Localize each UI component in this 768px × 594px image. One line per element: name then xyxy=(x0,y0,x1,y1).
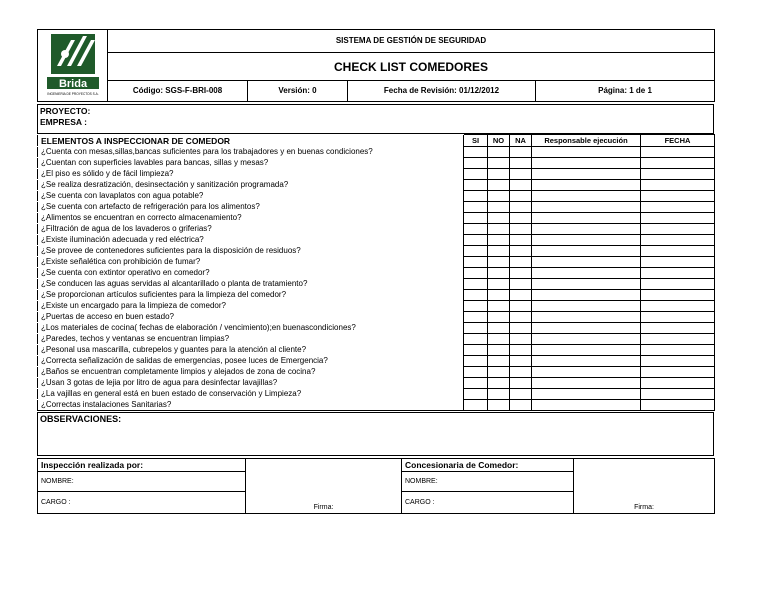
table-row xyxy=(38,323,715,334)
fecha-cell[interactable] xyxy=(641,158,715,169)
fecha-cell[interactable] xyxy=(641,246,715,257)
no-cell[interactable] xyxy=(488,257,510,268)
checklist-question: ¿Paredes, techos y ventanas se encuentran limpias? xyxy=(38,334,464,345)
concessionaire-signature[interactable] xyxy=(574,459,715,514)
responsable-cell[interactable] xyxy=(532,312,641,323)
fecha-cell[interactable] xyxy=(641,389,715,400)
fecha-cell[interactable] xyxy=(641,169,715,180)
system-title: SISTEMA DE GESTIÓN DE SEGURIDAD xyxy=(108,30,715,53)
table-row xyxy=(38,312,715,323)
fecha-cell[interactable] xyxy=(641,345,715,356)
svg-text:Brida: Brida xyxy=(58,78,87,90)
responsable-cell[interactable] xyxy=(532,389,641,400)
fecha-cell[interactable] xyxy=(641,202,715,213)
si-cell[interactable] xyxy=(464,202,488,213)
si-cell[interactable] xyxy=(464,367,488,378)
no-cell[interactable] xyxy=(488,367,510,378)
checklist-form xyxy=(37,29,714,514)
brida-logo-icon xyxy=(41,30,105,98)
checklist-question: ¿Pesonal usa mascarilla, cubrepelos y guantes para la atención al cliente? xyxy=(38,345,464,356)
si-cell[interactable] xyxy=(464,169,488,180)
no-cell[interactable] xyxy=(488,202,510,213)
document-code: Código: SGS-F-BRI-008 xyxy=(108,80,248,101)
na-cell[interactable] xyxy=(510,246,532,257)
table-row xyxy=(38,180,715,191)
na-cell[interactable] xyxy=(510,356,532,367)
responsable-cell[interactable] xyxy=(532,246,641,257)
na-cell[interactable] xyxy=(510,334,532,345)
fecha-cell[interactable] xyxy=(641,334,715,345)
signature-section xyxy=(37,458,715,514)
fecha-cell[interactable] xyxy=(641,213,715,224)
concessionaire-title: Concesionaria de Comedor: xyxy=(402,459,574,472)
si-cell[interactable] xyxy=(464,301,488,312)
si-cell[interactable] xyxy=(464,158,488,169)
responsable-cell[interactable] xyxy=(532,367,641,378)
checklist-question: ¿El piso es sólido y de fácil limpieza? xyxy=(38,169,464,180)
table-row xyxy=(38,279,715,290)
checklist-title: ELEMENTOS A INSPECCIONAR DE COMEDOR xyxy=(38,135,464,147)
no-cell[interactable] xyxy=(488,180,510,191)
inspector-role-field[interactable]: CARGO : xyxy=(38,492,246,514)
table-row xyxy=(38,257,715,268)
si-cell[interactable] xyxy=(464,290,488,301)
na-cell[interactable] xyxy=(510,235,532,246)
responsable-cell[interactable] xyxy=(532,158,641,169)
table-row xyxy=(38,378,715,389)
table-row xyxy=(38,224,715,235)
no-cell[interactable] xyxy=(488,213,510,224)
checklist-question: ¿Se cuenta con lavaplatos con agua potable? xyxy=(38,191,464,202)
si-cell[interactable] xyxy=(464,224,488,235)
si-cell[interactable] xyxy=(464,213,488,224)
no-cell[interactable] xyxy=(488,356,510,367)
fecha-cell[interactable] xyxy=(641,356,715,367)
no-cell[interactable] xyxy=(488,191,510,202)
no-cell[interactable] xyxy=(488,378,510,389)
fecha-cell[interactable] xyxy=(641,378,715,389)
table-row xyxy=(38,345,715,356)
table-row xyxy=(38,301,715,312)
si-cell[interactable] xyxy=(464,180,488,191)
na-cell[interactable] xyxy=(510,389,532,400)
checklist-question: ¿Existe un encargado para la limpieza de comedor? xyxy=(38,301,464,312)
page-number: Página: 1 de 1 xyxy=(536,80,715,101)
checklist-question: ¿Correctas instalaciones Sanitarias? xyxy=(38,400,464,411)
responsable-cell[interactable] xyxy=(532,400,641,411)
no-cell[interactable] xyxy=(488,224,510,235)
fecha-cell[interactable] xyxy=(641,367,715,378)
si-cell[interactable] xyxy=(464,378,488,389)
no-cell[interactable] xyxy=(488,345,510,356)
checklist-question: ¿Puertas de acceso en buen estado? xyxy=(38,312,464,323)
no-cell[interactable] xyxy=(488,169,510,180)
inspector-signature[interactable] xyxy=(246,459,402,514)
no-cell[interactable] xyxy=(488,301,510,312)
table-row xyxy=(38,367,715,378)
si-cell[interactable] xyxy=(464,389,488,400)
si-cell[interactable] xyxy=(464,323,488,334)
responsable-cell[interactable] xyxy=(532,213,641,224)
no-cell[interactable] xyxy=(488,400,510,411)
inspector-name-field[interactable]: NOMBRE: xyxy=(38,472,246,492)
si-cell[interactable] xyxy=(464,345,488,356)
table-row xyxy=(38,290,715,301)
checklist-question: ¿Correcta señalización de salidas de emergencias, posee luces de Emergencia? xyxy=(38,356,464,367)
responsable-cell[interactable] xyxy=(532,268,641,279)
na-cell[interactable] xyxy=(510,279,532,290)
checklist-question: ¿Se cuenta con extintor operativo en comedor? xyxy=(38,268,464,279)
si-cell[interactable] xyxy=(464,257,488,268)
fecha-cell[interactable] xyxy=(641,147,715,158)
table-row xyxy=(38,334,715,345)
fecha-cell[interactable] xyxy=(641,279,715,290)
checklist-question: ¿Existe iluminación adecuada y red eléctrica? xyxy=(38,235,464,246)
col-responsable-header: Responsable ejecución xyxy=(532,135,641,147)
responsable-cell[interactable] xyxy=(532,279,641,290)
table-row xyxy=(38,202,715,213)
concessionaire-role-field[interactable]: CARGO : xyxy=(402,492,574,514)
si-cell[interactable] xyxy=(464,235,488,246)
checklist-question: ¿Se conducen las aguas servidas al alcantarillado o planta de tratamiento? xyxy=(38,279,464,290)
table-row xyxy=(38,213,715,224)
na-cell[interactable] xyxy=(510,158,532,169)
project-block xyxy=(37,104,714,134)
checklist-question: ¿Baños se encuentran completamente limpios y alejados de zona de cocina? xyxy=(38,367,464,378)
checklist-question: ¿Se provee de contenedores suficientes para la disposición de residuos? xyxy=(38,246,464,257)
col-fecha-header: FECHA xyxy=(641,135,715,147)
responsable-cell[interactable] xyxy=(532,356,641,367)
na-cell[interactable] xyxy=(510,224,532,235)
na-cell[interactable] xyxy=(510,378,532,389)
no-cell[interactable] xyxy=(488,147,510,158)
no-cell[interactable] xyxy=(488,235,510,246)
col-no-header: NO xyxy=(488,135,510,147)
concessionaire-name-field[interactable]: NOMBRE: xyxy=(402,472,574,492)
na-cell[interactable] xyxy=(510,367,532,378)
fecha-cell[interactable] xyxy=(641,235,715,246)
table-row xyxy=(38,235,715,246)
checklist-question: ¿Filtración de agua de los lavaderos o griferias? xyxy=(38,224,464,235)
inspection-checklist xyxy=(37,134,715,411)
fecha-cell[interactable] xyxy=(641,180,715,191)
fecha-cell[interactable] xyxy=(641,224,715,235)
responsable-cell[interactable] xyxy=(532,169,641,180)
no-cell[interactable] xyxy=(488,334,510,345)
responsable-cell[interactable] xyxy=(532,191,641,202)
responsable-cell[interactable] xyxy=(532,224,641,235)
responsable-cell[interactable] xyxy=(532,180,641,191)
na-cell[interactable] xyxy=(510,213,532,224)
si-cell[interactable] xyxy=(464,279,488,290)
si-cell[interactable] xyxy=(464,147,488,158)
col-si-header: SI xyxy=(464,135,488,147)
table-row xyxy=(38,268,715,279)
si-cell[interactable] xyxy=(464,268,488,279)
fecha-cell[interactable] xyxy=(641,312,715,323)
na-cell[interactable] xyxy=(510,312,532,323)
revision-date: Fecha de Revisión: 01/12/2012 xyxy=(348,80,536,101)
fecha-cell[interactable] xyxy=(641,301,715,312)
checklist-question: ¿Alimentos se encuentran en correcto almacenamiento? xyxy=(38,213,464,224)
no-cell[interactable] xyxy=(488,323,510,334)
fecha-cell[interactable] xyxy=(641,323,715,334)
responsable-cell[interactable] xyxy=(532,323,641,334)
checklist-question: ¿Cuenta con mesas,sillas,bancas suficientes para los trabajadores y en buenas condiciones? xyxy=(38,147,464,158)
responsable-cell[interactable] xyxy=(532,202,641,213)
table-row xyxy=(38,400,715,411)
fecha-cell[interactable] xyxy=(641,191,715,202)
no-cell[interactable] xyxy=(488,279,510,290)
table-row xyxy=(38,147,715,158)
na-cell[interactable] xyxy=(510,257,532,268)
na-cell[interactable] xyxy=(510,400,532,411)
responsable-cell[interactable] xyxy=(532,147,641,158)
checklist-items xyxy=(38,147,715,411)
fecha-cell[interactable] xyxy=(641,257,715,268)
fecha-cell[interactable] xyxy=(641,268,715,279)
document-title: CHECK LIST COMEDORES xyxy=(108,53,715,81)
checklist-question: ¿Cuentan con superficies lavables para bancas, sillas y mesas? xyxy=(38,158,464,169)
responsable-cell[interactable] xyxy=(532,235,641,246)
si-cell[interactable] xyxy=(464,356,488,367)
na-cell[interactable] xyxy=(510,301,532,312)
na-cell[interactable] xyxy=(510,323,532,334)
observations-box[interactable] xyxy=(37,412,714,456)
fecha-cell[interactable] xyxy=(641,400,715,411)
no-cell[interactable] xyxy=(488,158,510,169)
na-cell[interactable] xyxy=(510,191,532,202)
responsable-cell[interactable] xyxy=(532,257,641,268)
na-cell[interactable] xyxy=(510,169,532,180)
no-cell[interactable] xyxy=(488,389,510,400)
na-cell[interactable] xyxy=(510,268,532,279)
checklist-question: ¿Se proporcionan artículos suficientes para la limpieza del comedor? xyxy=(38,290,464,301)
observations-label: OBSERVACIONES: xyxy=(40,414,122,424)
si-cell[interactable] xyxy=(464,246,488,257)
checklist-question: ¿Los materiales de cocina( fechas de elaboración / vencimiento);en buenascondiciones? xyxy=(38,323,464,334)
si-cell[interactable] xyxy=(464,400,488,411)
na-cell[interactable] xyxy=(510,290,532,301)
na-cell[interactable] xyxy=(510,345,532,356)
responsable-cell[interactable] xyxy=(532,345,641,356)
document-version: Versión: 0 xyxy=(248,80,348,101)
inspector-signature-label: Firma: xyxy=(313,504,334,511)
inspector-title: Inspección realizada por: xyxy=(38,459,246,472)
no-cell[interactable] xyxy=(488,312,510,323)
checklist-question: ¿La vajillas en general está en buen estado de conservación y Limpieza? xyxy=(38,389,464,400)
checklist-question: ¿Se cuenta con artefacto de refrigeración para los alimentos? xyxy=(38,202,464,213)
no-cell[interactable] xyxy=(488,290,510,301)
responsable-cell[interactable] xyxy=(532,290,641,301)
company-label: EMPRESA : xyxy=(40,117,87,127)
no-cell[interactable] xyxy=(488,246,510,257)
responsable-cell[interactable] xyxy=(532,334,641,345)
na-cell[interactable] xyxy=(510,147,532,158)
checklist-question: ¿Existe señalética con prohibición de fumar? xyxy=(38,257,464,268)
na-cell[interactable] xyxy=(510,202,532,213)
na-cell[interactable] xyxy=(510,180,532,191)
fecha-cell[interactable] xyxy=(641,290,715,301)
company-logo xyxy=(38,30,108,102)
svg-text:INGENIERIA DE PROYECTOS S.A.: INGENIERIA DE PROYECTOS S.A. xyxy=(46,92,99,96)
col-na-header: NA xyxy=(510,135,532,147)
table-row xyxy=(38,356,715,367)
table-row xyxy=(38,191,715,202)
checklist-question: ¿Usan 3 gotas de lejia por litro de agua para desinfectar lavajillas? xyxy=(38,378,464,389)
table-row xyxy=(38,158,715,169)
project-label: PROYECTO: xyxy=(40,106,91,116)
no-cell[interactable] xyxy=(488,268,510,279)
si-cell[interactable] xyxy=(464,334,488,345)
table-row xyxy=(38,389,715,400)
responsable-cell[interactable] xyxy=(532,378,641,389)
table-row xyxy=(38,169,715,180)
responsable-cell[interactable] xyxy=(532,301,641,312)
si-cell[interactable] xyxy=(464,312,488,323)
checklist-question: ¿Se realiza desratización, desinsectación y sanitización programada? xyxy=(38,180,464,191)
concessionaire-signature-label: Firma: xyxy=(634,504,654,511)
si-cell[interactable] xyxy=(464,191,488,202)
table-row xyxy=(38,246,715,257)
form-header xyxy=(37,29,715,102)
